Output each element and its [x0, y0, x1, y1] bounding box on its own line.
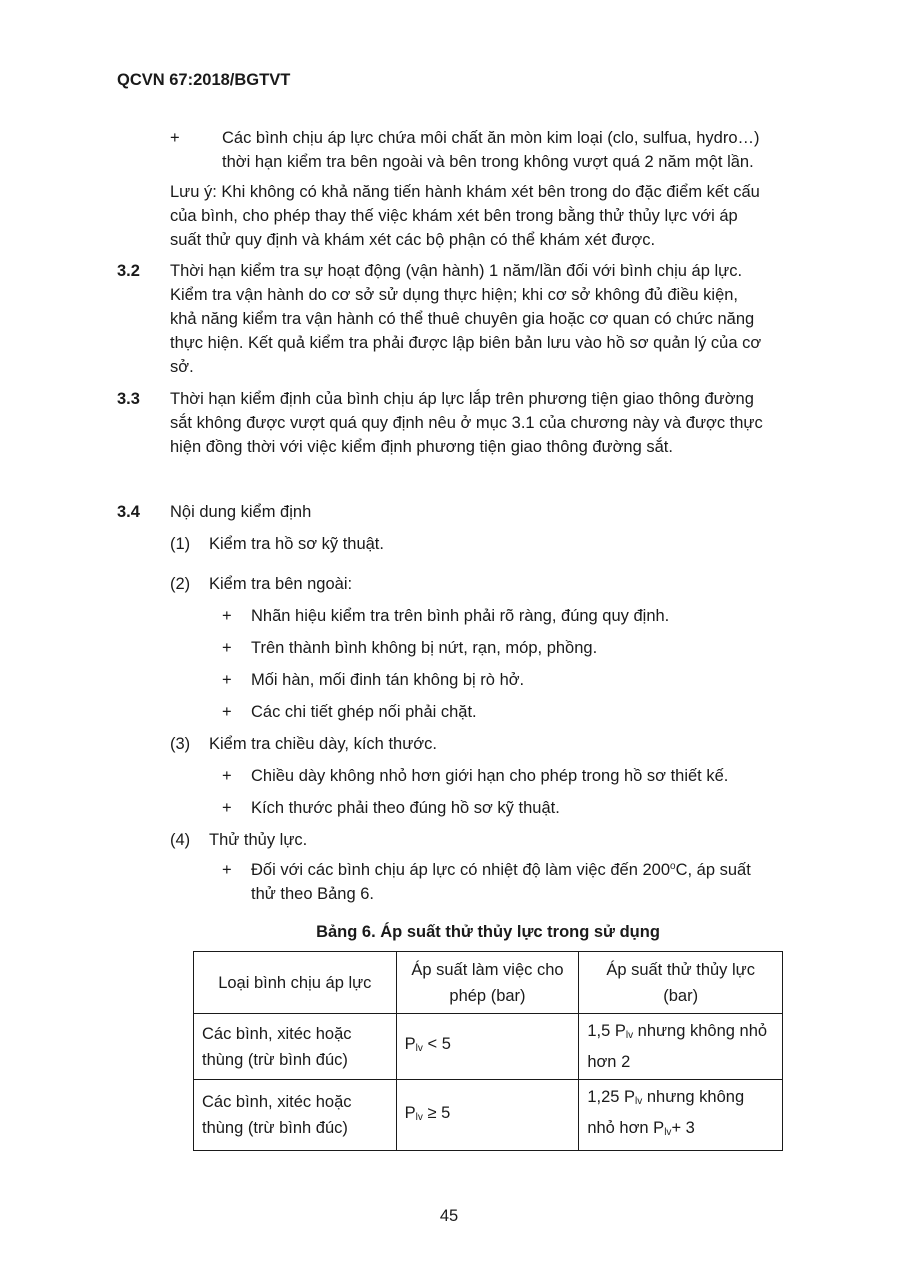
- text-line: Thời hạn kiểm định của bình chịu áp lực lắp trên phương tiện giao thông đường: [170, 390, 754, 408]
- text-line: Lưu ý: Khi không có khả năng tiến hành khám xét bên trong do đặc điểm kết cấu: [170, 183, 760, 201]
- item-number: (3): [170, 735, 191, 753]
- section-3-3-text: [170, 387, 825, 459]
- text-run: C, áp suất: [675, 861, 751, 879]
- bullet-text: Trên thành bình không bị nứt, rạn, móp, phồng.: [251, 639, 598, 657]
- bullet-text: [222, 126, 822, 174]
- text-line: [251, 858, 825, 882]
- section-3-2-text: [170, 259, 825, 379]
- bullet-marker: +: [170, 129, 180, 147]
- text-run: 1,25 P: [587, 1088, 636, 1106]
- text-line: khả năng kiểm tra vận hành có thể thuê chuyên gia hoặc cơ quan có chức năng: [170, 310, 755, 328]
- bullet-text: Nhãn hiệu kiểm tra trên bình phải rõ ràng, đúng quy định.: [251, 607, 670, 625]
- text-run: P: [404, 1103, 416, 1122]
- text-line: của bình, cho phép thay thế việc khám xét bên trong bằng thử thủy lực với áp: [170, 207, 738, 225]
- pressure-test-table: [193, 951, 783, 1151]
- subscript: lv: [625, 1030, 634, 1041]
- text-run: ≥ 5: [422, 1103, 451, 1122]
- bullet-text: Mối hàn, mối đinh tán không bị rò hở.: [251, 671, 525, 689]
- caption-label: Bảng 6: [316, 923, 372, 941]
- text-line: thực hiện. Kết quả kiểm tra phải được lập biên bản lưu vào hồ sơ quản lý của cơ: [170, 334, 762, 352]
- page-header: QCVN 67:2018/BGTVT: [117, 71, 291, 89]
- text-line: Thời hạn kiểm tra sự hoạt động (vận hành) 1 năm/lần đối với bình chịu áp lực.: [170, 262, 743, 280]
- text-line: thử theo Bảng 6.: [251, 885, 374, 903]
- text-run: nhưng không nhỏ hơn 2: [587, 1022, 768, 1071]
- bullet-marker: +: [222, 767, 232, 785]
- section-number: 3.2: [117, 262, 140, 280]
- table-row: [194, 1080, 783, 1151]
- item-number: (2): [170, 575, 191, 593]
- item-text: Kiểm tra bên ngoài:: [209, 575, 353, 593]
- text-line: Các bình chịu áp lực chứa môi chất ăn mòn kim loại (clo, sulfua, hydro…): [222, 129, 760, 147]
- text-run: P: [404, 1035, 416, 1053]
- table-cell: [579, 1014, 783, 1080]
- note-paragraph: [170, 180, 825, 252]
- item-text: Kiểm tra hồ sơ kỹ thuật.: [209, 535, 384, 553]
- bullet-text: [251, 858, 825, 906]
- subscript: lv: [664, 1127, 672, 1138]
- text-line: Kiểm tra vận hành do cơ sở sử dụng thực hiện; khi cơ sở không đủ điều kiện,: [170, 286, 739, 304]
- table-row: [194, 1014, 783, 1080]
- subscript: lv: [415, 1111, 423, 1123]
- text-line: suất thử quy định và khám xét các bộ phận có thể khám xét được.: [170, 231, 656, 249]
- text-run: 1,5 P: [587, 1022, 626, 1040]
- item-text: Thử thủy lực.: [209, 831, 308, 849]
- bullet-text: Các chi tiết ghép nối phải chặt.: [251, 703, 477, 721]
- item-text: Kiểm tra chiều dày, kích thước.: [209, 735, 437, 753]
- item-number: (4): [170, 831, 191, 849]
- table-header-cell: Áp suất thử thủy lực (bar): [579, 952, 783, 1014]
- section-title: Nội dung kiểm định: [170, 503, 312, 521]
- item-number: (1): [170, 535, 191, 553]
- text-line: sở.: [170, 358, 194, 376]
- bullet-text: Chiều dày không nhỏ hơn giới hạn cho phép trong hồ sơ thiết kế.: [251, 767, 729, 785]
- caption-text: . Áp suất thử thủy lực trong sử dụng: [371, 923, 660, 941]
- table-cell: Các bình, xitéc hoặc thùng (trừ bình đúc): [194, 1080, 397, 1151]
- table-header-row: [194, 952, 783, 1014]
- bullet-marker: +: [222, 671, 232, 689]
- section-number: 3.3: [117, 390, 140, 408]
- text-line: sắt không được vượt quá quy định nêu ở mục 3.1 của chương này và được thực: [170, 414, 763, 432]
- page-number: 45: [439, 1207, 459, 1225]
- subscript: lv: [415, 1043, 423, 1054]
- text-run: nhưng không nhỏ hơn P: [587, 1088, 745, 1137]
- table-cell: [396, 1080, 579, 1151]
- bullet-marker: +: [222, 703, 232, 721]
- text-run: + 3: [671, 1119, 695, 1137]
- table-header-cell: Loại bình chịu áp lực: [194, 952, 397, 1014]
- bullet-marker: +: [222, 799, 232, 817]
- text-run: < 5: [422, 1035, 451, 1053]
- bullet-marker: +: [222, 607, 232, 625]
- degree-superscript: o: [670, 861, 676, 872]
- table-cell: [579, 1080, 783, 1151]
- text-run: Đối với các bình chịu áp lực có nhiệt độ làm việc đến 200: [251, 861, 671, 879]
- bullet-marker: +: [222, 861, 232, 879]
- table-header-cell: Áp suất làm việc cho phép (bar): [396, 952, 579, 1014]
- bullet-marker: +: [222, 639, 232, 657]
- subscript: lv: [635, 1096, 643, 1107]
- text-line: thời hạn kiểm tra bên ngoài và bên trong không vượt quá 2 năm một lần.: [222, 153, 754, 171]
- text-line: hiện đồng thời với việc kiểm định phương tiện giao thông đường sắt.: [170, 438, 673, 456]
- section-number: 3.4: [117, 503, 140, 521]
- table-caption: [193, 920, 783, 944]
- table-cell: Các bình, xitéc hoặc thùng (trừ bình đúc): [194, 1014, 397, 1080]
- table-cell: [396, 1014, 579, 1080]
- bullet-text: Kích thước phải theo đúng hồ sơ kỹ thuật.: [251, 799, 560, 817]
